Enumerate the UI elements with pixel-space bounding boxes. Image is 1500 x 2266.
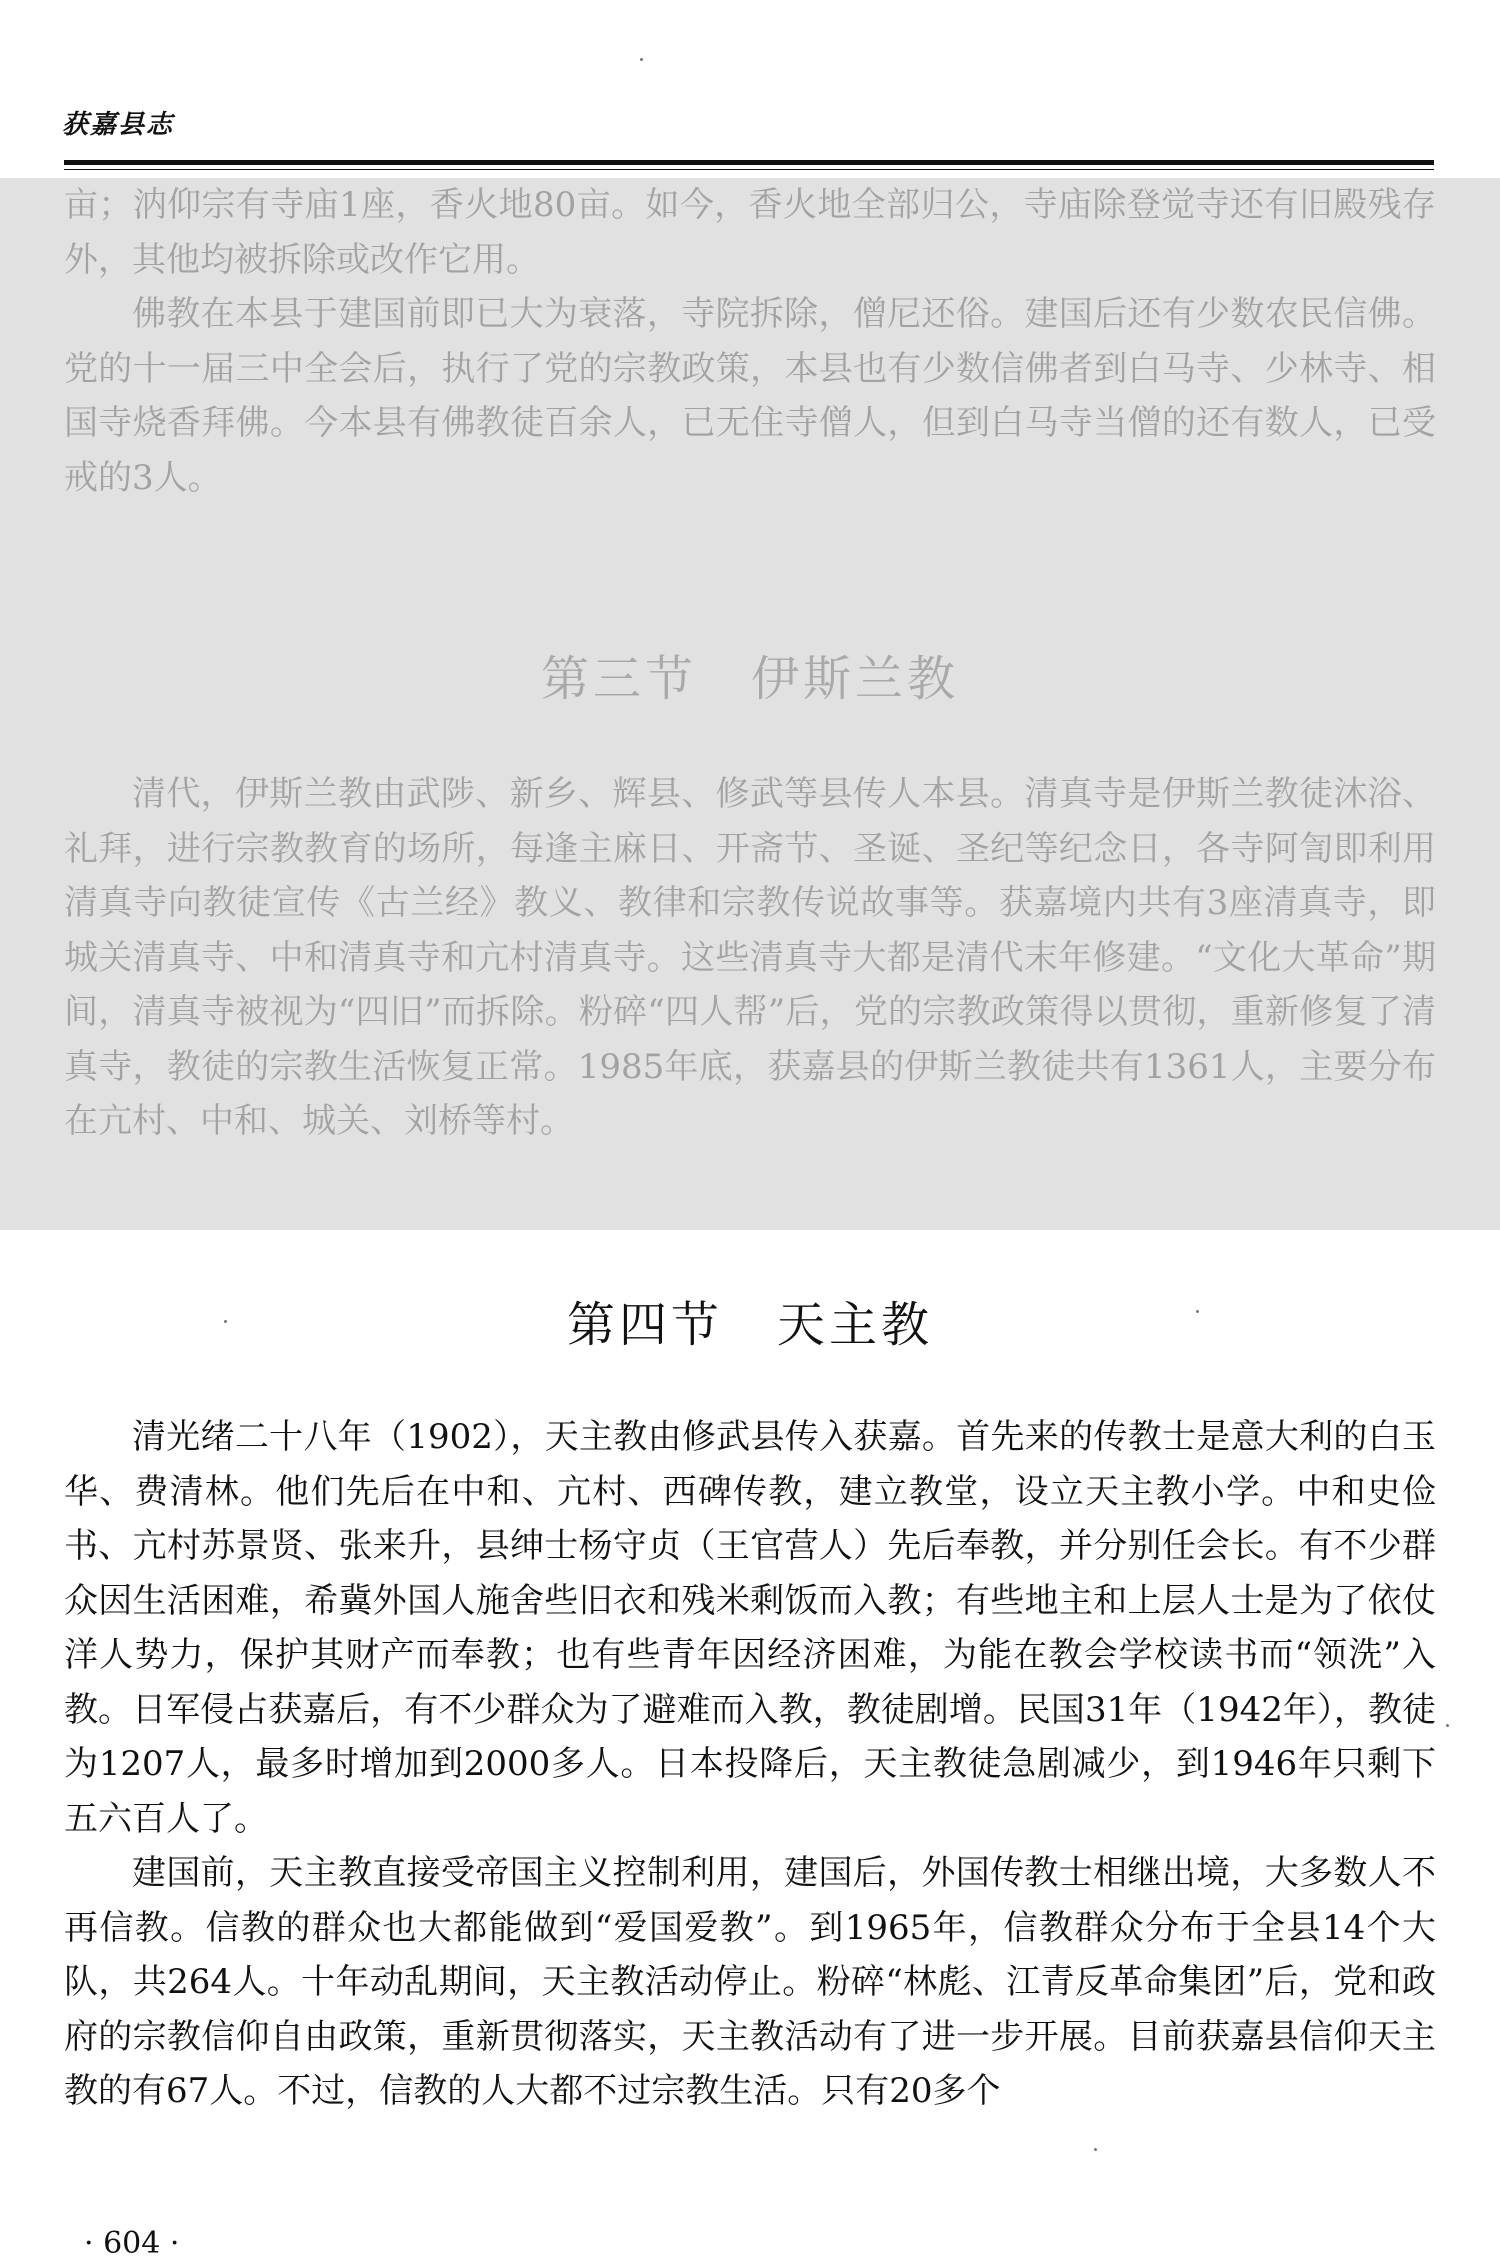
section-number: 第三节 bbox=[540, 651, 697, 707]
page-number: · 604 · bbox=[84, 2226, 180, 2261]
running-head-book-title: 获嘉县志 bbox=[62, 110, 175, 140]
paragraph-islam: 清代，伊斯兰教由武陟、新乡、辉县、修武等县传人本县。清真寺是伊斯兰教徒沐浴、礼拜，进行宗教教育的场所，每逢主麻日、开斋节、圣诞、圣纪等纪念日，各寺阿訇即利用清真寺向教徒宣传《古兰经》教义、教律和宗教传说故事等。获嘉境内共有3座清真寺，即城关清真寺、中和清真寺和亢村清真寺。这些清真寺大都是清代末年修建。“文化大革命”期间，清真寺被视为“四旧”而拆除。粉碎“四人帮”后，党的宗教政策得以贯彻，重新修复了清真寺，教徒的宗教生活恢复正常。1985年底，获嘉县的伊斯兰教徒共有1361人，主要分布在亢村、中和、城关、刘桥等村。 bbox=[64, 774, 1436, 1141]
paragraph-continuation: 亩；汭仰宗有寺庙1座，香火地80亩。如今，香火地全部归公，寺庙除登觉寺还有旧殿残存外，其他均被拆除或改作它用。 bbox=[64, 185, 1436, 280]
section-name: 伊斯兰教 bbox=[751, 651, 960, 707]
section-title-islam bbox=[0, 640, 1500, 709]
scan-speck bbox=[1094, 2148, 1097, 2151]
scan-speck bbox=[1196, 1310, 1199, 1313]
header-rule-thin bbox=[64, 169, 1434, 170]
section-number: 第四节 bbox=[566, 1297, 723, 1353]
shaded-highlight-region bbox=[0, 178, 1500, 1230]
scan-speck bbox=[1446, 1724, 1449, 1727]
paragraph-buddhism: 佛教在本县于建国前即已大为衰落，寺院拆除，僧尼还俗。建国后还有少数农民信佛。党的十一届三中全会后，执行了党的宗教政策，本县也有少数信佛者到白马寺、少林寺、相国寺烧香拜佛。今本县有佛教徒百余人，已无住寺僧人，但到白马寺当僧的还有数人，已受戒的3人。 bbox=[64, 294, 1436, 498]
scan-speck bbox=[224, 1320, 227, 1323]
section-name: 天主教 bbox=[777, 1297, 934, 1353]
paragraph-catholicism-history: 清光绪二十八年（1902），天主教由修武县传入获嘉。首先来的传教士是意大利的白玉华、费清林。他们先后在中和、亢村、西碑传教，建立教堂，设立天主教小学。中和史俭书、亢村苏景贤、张来升，县绅士杨守贞（王官营人）先后奉教，并分别任会长。有不少群众因生活困难，希冀外国人施舍些旧衣和残米剩饭而入教；有些地主和上层人士是为了依仗洋人势力，保护其财产而奉教；也有些青年因经济困难，为能在教会学校读书而“领洗”入教。日军侵占获嘉后，有不少群众为了避难而入教，教徒剧增。民国31年（1942年），教徒为1207人，最多时增加到2000多人。日本投降后，天主教徒急剧减少，到1946年只剩下五六百人了。 bbox=[64, 1417, 1436, 1839]
header-rule-thick bbox=[64, 160, 1434, 165]
paragraph-catholicism-postwar: 建国前，天主教直接受帝国主义控制利用，建国后，外国传教士相继出境，大多数人不再信教。信教的群众也大都能做到“爱国爱教”。到1965年，信教群众分布于全县14个大队，共264人。十年动乱期间，天主教活动停止。粉碎“林彪、江青反革命集团”后，党和政府的宗教信仰自由政策，重新贯彻落实，天主教活动有了进一步开展。目前获嘉县信仰天主教的有67人。不过，信教的人大都不过宗教生活。只有20多个 bbox=[64, 1853, 1436, 2111]
scan-speck bbox=[640, 58, 643, 61]
